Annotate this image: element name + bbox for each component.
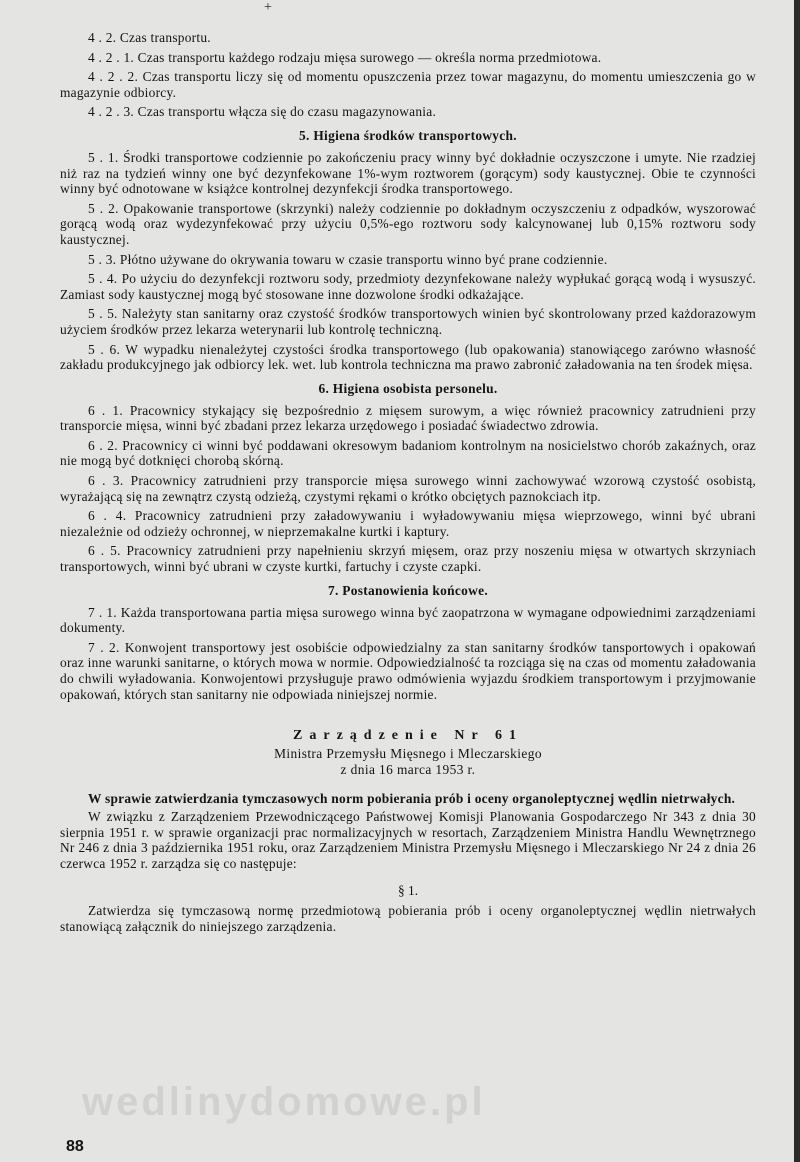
paragraph-5-4: 5 . 4. Po użyciu do dezynfekcji roztworu sody, przedmioty dezynfekowane należy wypłukać gorącą wodą i wysuszyć. Zamiast sody kaustycznej mogą być stosowane inne dozwolone środki odkażające. — [60, 271, 756, 302]
paragraph-5-5: 5 . 5. Należyty stan sanitarny oraz czystość środków transportowych winien być skontrolowany przed każdorazowym użyciem środków przez lekarza weterynarii lub kontrolę techniczną. — [60, 306, 756, 337]
section-5-heading: 5. Higiena środków transportowych. — [299, 127, 517, 143]
decree-61 — [60, 728, 756, 934]
paragraph-6-5: 6 . 5. Pracownicy zatrudnieni przy napełnieniu skrzyń mięsem, oraz przy noszeniu mięsa w otwartych skrzyniach transportowych, winni być ubrani w czyste kurtki, fartuchy i czyste czapki. — [60, 543, 756, 575]
paragraph-4-2-3: 4 . 2 . 3. Czas transportu włącza się do czasu magazynowania. — [88, 104, 437, 120]
decree-title: Zarządzenie Nr 61 — [293, 728, 523, 744]
section-6-heading: 6. Higiena osobista personelu. — [318, 380, 498, 396]
top-mark: + — [264, 0, 272, 15]
paragraph-5-6: 5 . 6. W wypadku nienależytej czystości środka transportowego (lub opakowania) stanowiącego zarówno własność zakładu produkcyjnego jak odbiorcy lek. wet. lub kontrola techniczna ma prawo zabronić załadowania na ten środek mięsa. — [60, 341, 756, 373]
paragraph-7-1: 7 . 1. Każda transportowana partia mięsa surowego winna być zaopatrzona w wymagane odpowiednimi zarządzeniami dokumenty. — [60, 604, 756, 636]
decree-date: z dnia 16 marca 1953 r. — [340, 761, 476, 777]
paragraph-5-3: 5 . 3. Płótno używane do okrywania towaru w czasie transportu winno być prane codziennie. — [88, 251, 608, 267]
paragraph-5-1: 5 . 1. Środki transportowe codziennie po zakończeniu pracy winny być dokładnie oczyszczone i umyte. Nie rzadziej niż raz na tydzień winny one być dezynfekowane 1%-wym roztworem (gorącym) sody kaustycznej. Obie te czynności winny być odnotowane w książce kontrolnej dezynfekcji środka transportowego. — [60, 149, 756, 197]
section-mark: § 1. — [397, 883, 419, 899]
section-7-final-provisions — [60, 583, 756, 703]
paragraph-6-1: 6 . 1. Pracownicy stykający się bezpośrednio z mięsem surowym, a więc również pracownicy zatrudnieni przy transporcie mięsa, winni być zbadani przez lekarza urzędowego i posiadać świadectwo zdrowia. — [60, 402, 756, 434]
watermark: wedlinydomowe.pl — [82, 1080, 486, 1124]
paragraph-6-2: 6 . 2. Pracownicy ci winni być poddawani okresowym badaniom kontrolnym na nosicielstwo chorób zakaźnych, oraz nie mogą być dotknięci chorobą skórną. — [60, 437, 756, 469]
section-5-vehicle-hygiene — [60, 128, 756, 373]
section-7-heading: 7. Postanowienia końcowe. — [327, 582, 488, 598]
paragraph-6-3: 6 . 3. Pracownicy zatrudnieni przy transporcie mięsa surowego winni zachowywać wzorową czystość osobistą, wyrażającą się na zewnątrz czystą odzieżą, czystymi rękami o krótko obciętych paznokciach itp. — [60, 473, 756, 504]
scan-edge-shadow — [794, 0, 800, 1162]
paragraph-4-2-1: 4 . 2 . 1. Czas transportu każdego rodzaju mięsa surowego — określa norma przedmiotowa. — [88, 49, 602, 65]
paragraph-4-2: 4 . 2. Czas transportu. — [88, 30, 211, 45]
page-number: 88 — [66, 1138, 84, 1155]
decree-intro: W związku z Zarządzeniem Przewodniczącego Państwowej Komisji Planowania Gospodarczego Nr 343 z dnia 30 sierpnia 1951 r. w sprawie organizacji prac normalizacyjnych w resortach, Zarządzeniem Ministra Handlu Wewnętrznego Nr 246 z dnia 3 października 1951 roku, oraz Zarządzeniem Ministra Przemysłu Mięsnego i Mleczarskiego Nr 24 z dnia 26 czerwca 1952 r. zarządza się co następuje: — [60, 808, 756, 871]
paragraph-4-2-2: 4 . 2 . 2. Czas transportu liczy się od momentu opuszczenia przez towar magazynu, do momentu umieszczenia go w magazynie odbiorcy. — [60, 69, 756, 100]
section-6-personal-hygiene — [60, 381, 756, 575]
decree-section-1-text: Zatwierdza się tymczasową normę przedmiotową pobierania prób i oceny organoleptycznej wędlin nietrwałych stanowiącą załącznik do niniejszego zarządzenia. — [60, 903, 756, 934]
paragraph-7-2: 7 . 2. Konwojent transportowy jest osobiście odpowiedzialny za stan sanitarny środków tansportowych i opakowań oraz inne warunki sanitarne, o których mowa w normie. Odpowiedzialność ta rozciąga się na czas od momentu załadowania do chwili wyładowania. Konwojentowi przysługuje prawo odmówienia wyjazdu środkiem transportowym i przyjmowanie opakowań, których stan sanitarny nie odpowiada niniejszej normie. — [60, 639, 756, 702]
section-4-transport-time — [60, 30, 756, 120]
paragraph-6-4: 6 . 4. Pracownicy zatrudnieni przy załadowywaniu i wyładowywaniu mięsa wieprzowego, winni być ubrani niezależnie od odzieży ochronnej, w nieprzemakalne kurtki i kaptury. — [60, 508, 756, 539]
decree-subject: W sprawie zatwierdzania tymczasowych norm pobierania prób i oceny organoleptycznej wędlin nietrwałych. — [88, 791, 736, 807]
decree-issuer: Ministra Przemysłu Mięsnego i Mleczarskiego — [274, 746, 542, 762]
paragraph-5-2: 5 . 2. Opakowanie transportowe (skrzynki) należy codziennie po dokładnym oczyszczeniu z odpadków, wyszorować gorącą wodą oraz wydezynfekować przy użyciu 0,5%-ego roztworu sody kalcynowanej lub 0,15% roztworu sody kaustycznej. — [60, 200, 756, 247]
